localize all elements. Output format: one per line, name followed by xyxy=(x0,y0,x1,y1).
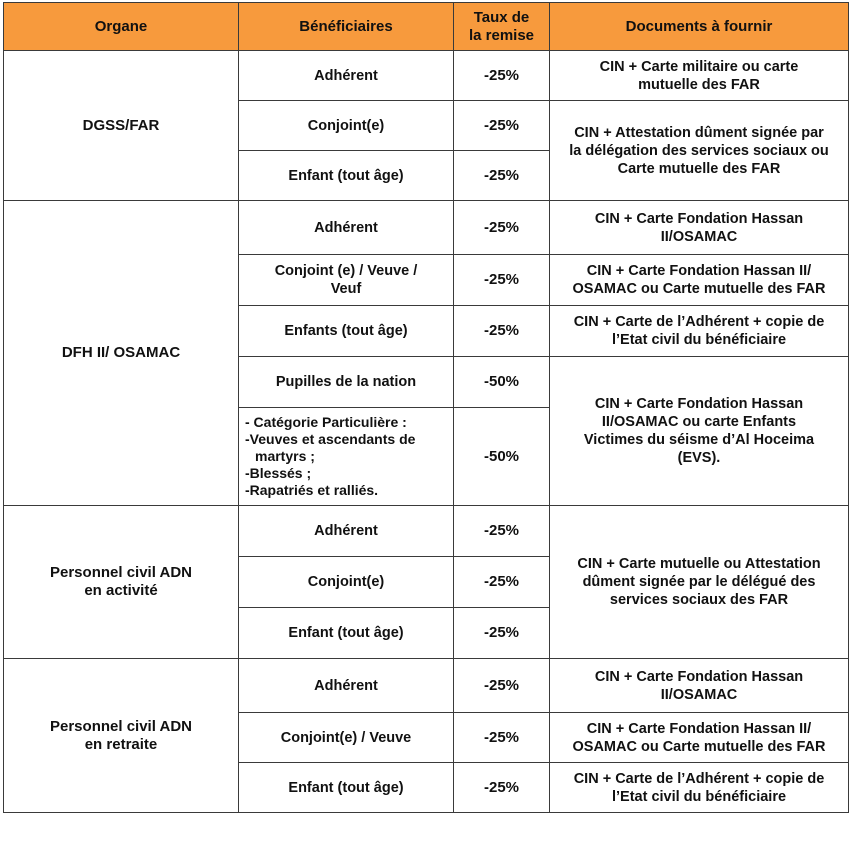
taux-cell: -25% xyxy=(454,201,550,255)
taux-cell: -50% xyxy=(454,357,550,408)
beneficiaire-cell: Adhérent xyxy=(239,201,454,255)
documents-cell: CIN + Carte militaire ou carte mutuelle des FAR xyxy=(550,51,849,101)
documents-cell: CIN + Carte Fondation Hassan II/ OSAMAC ou Carte mutuelle des FAR xyxy=(550,713,849,763)
beneficiaire-cell: Enfant (tout âge) xyxy=(239,151,454,201)
beneficiaire-cell: Adhérent xyxy=(239,506,454,557)
beneficiaire-cell: Conjoint(e) / Veuve xyxy=(239,713,454,763)
taux-cell: -25% xyxy=(454,506,550,557)
organe-cell: DGSS/FAR xyxy=(4,51,239,201)
beneficiaire-cell: Conjoint(e) xyxy=(239,101,454,151)
remise-table xyxy=(3,2,849,813)
taux-cell: -25% xyxy=(454,255,550,306)
beneficiaire-cell: Enfant (tout âge) xyxy=(239,608,454,659)
categorie-line: - Catégorie Particulière : xyxy=(245,414,407,430)
header-taux xyxy=(454,3,550,51)
taux-cell: -25% xyxy=(454,608,550,659)
beneficiaire-cell: Conjoint (e) / Veuve / Veuf xyxy=(239,255,454,306)
taux-cell: -50% xyxy=(454,408,550,506)
header-taux-line2: la remise xyxy=(468,26,535,44)
taux-cell: -25% xyxy=(454,151,550,201)
table-row xyxy=(4,51,849,101)
table-row xyxy=(4,201,849,255)
documents-cell: CIN + Carte mutuelle ou Attestation dûment signée par le délégué des services sociaux des FAR xyxy=(550,506,849,659)
header-documents: Documents à fournir xyxy=(550,3,849,51)
beneficiaire-cell: Enfant (tout âge) xyxy=(239,763,454,813)
taux-cell: -25% xyxy=(454,557,550,608)
taux-cell: -25% xyxy=(454,51,550,101)
documents-cell: CIN + Carte de l’Adhérent + copie de l’Etat civil du bénéficiaire xyxy=(550,763,849,813)
taux-cell: -25% xyxy=(454,101,550,151)
taux-cell: -25% xyxy=(454,763,550,813)
beneficiaire-cell: Conjoint(e) xyxy=(239,557,454,608)
categorie-particuliere-cell xyxy=(239,408,454,506)
beneficiaire-cell: Pupilles de la nation xyxy=(239,357,454,408)
taux-cell: -25% xyxy=(454,713,550,763)
documents-cell: CIN + Carte de l’Adhérent + copie de l’Etat civil du bénéficiaire xyxy=(550,306,849,357)
categorie-line: -Rapatriés et ralliés. xyxy=(245,482,379,498)
beneficiaire-cell: Enfants (tout âge) xyxy=(239,306,454,357)
documents-cell: CIN + Attestation dûment signée par la délégation des services sociaux ou Carte mutuelle des FAR xyxy=(550,101,849,201)
documents-cell: CIN + Carte Fondation Hassan II/OSAMAC ou carte Enfants Victimes du séisme d’Al Hoceima (EVS). xyxy=(550,357,849,506)
documents-cell: CIN + Carte Fondation Hassan II/OSAMAC xyxy=(550,659,849,713)
documents-cell: CIN + Carte Fondation Hassan II/ OSAMAC ou Carte mutuelle des FAR xyxy=(550,255,849,306)
table-row xyxy=(4,506,849,557)
categorie-line: -Veuves et ascendants de xyxy=(245,431,416,447)
categorie-line: -Blessés ; xyxy=(245,465,312,481)
organe-cell: Personnel civil ADN en retraite xyxy=(4,659,239,813)
header-beneficiaires: Bénéficiaires xyxy=(239,3,454,51)
taux-cell: -25% xyxy=(454,306,550,357)
organe-cell: Personnel civil ADN en activité xyxy=(4,506,239,659)
categorie-line: martyrs ; xyxy=(255,448,315,464)
header-taux-line1: Taux de xyxy=(473,8,530,26)
header-row xyxy=(4,3,849,51)
header-organe: Organe xyxy=(4,3,239,51)
table-row xyxy=(4,659,849,713)
beneficiaire-cell: Adhérent xyxy=(239,51,454,101)
documents-cell: CIN + Carte Fondation Hassan II/OSAMAC xyxy=(550,201,849,255)
taux-cell: -25% xyxy=(454,659,550,713)
beneficiaire-cell: Adhérent xyxy=(239,659,454,713)
organe-cell: DFH II/ OSAMAC xyxy=(4,201,239,506)
